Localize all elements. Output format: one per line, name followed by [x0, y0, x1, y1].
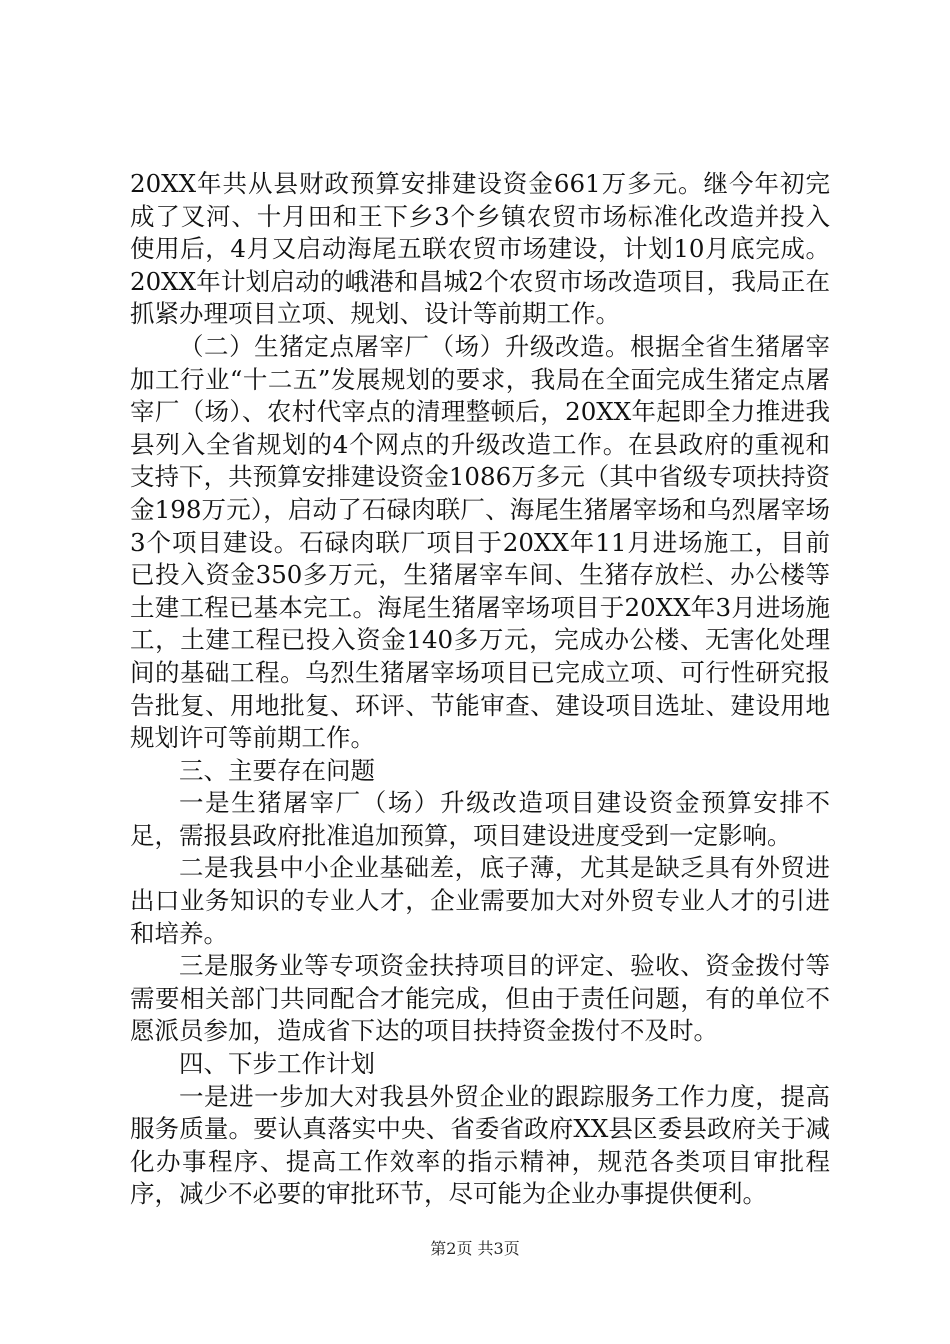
paragraph-problem-two: 二是我县中小企业基础差，底子薄，尤其是缺乏具有外贸进出口业务知识的专业人才，企业需要加大对外贸专业人才的引进和培养。 — [130, 853, 830, 948]
paragraph-slaughterhouse-upgrade: （二）生猪定点屠宰厂（场）升级改造。根据全省生猪屠宰加工行业“十二五”发展规划的要求，我局在全面完成生猪定点屠宰厂（场）、农村代宰点的清理整顿后，20XX年起即全力推进我县列入全省规划的4个网点的升级改造工作。在县政府的重视和支持下，共预算安排建设资金1086万多元（其中省级专项扶持资金198万元），启动了石碌肉联厂、海尾生猪屠宰场和乌烈屠宰场3个项目建设。石碌肉联厂项目于20XX年11月进场施工，目前已投入资金350多万元，生猪屠宰车间、生猪存放栏、办公楼等土建工程已基本完工。海尾生猪屠宰场项目于20XX年3月进场施工，土建工程已投入资金140多万元，完成办公楼、无害化处理间的基础工程。乌烈生猪屠宰场项目已完成立项、可行性研究报告批复、用地批复、环评、节能审查、建设项目选址、建设用地规划许可等前期工作。 — [130, 331, 830, 753]
paragraph-funding-summary: 20XX年共从县财政预算安排建设资金661万多元。继今年初完成了叉河、十月田和王下乡3个乡镇农贸市场标准化改造并投入使用后，4月又启动海尾五联农贸市场建设，计划10月底完成。20XX年计划启动的峨港和昌城2个农贸市场改造项目，我局正在抓紧办理项目立项、规划、设计等前期工作。 — [130, 169, 830, 329]
section-heading-next-steps: 四、下步工作计划 — [179, 1049, 375, 1079]
section-heading-problems: 三、主要存在问题 — [179, 755, 375, 785]
page-number-label: 第2页 共3页 — [430, 1239, 520, 1258]
document-body — [130, 168, 830, 1211]
paragraph-problem-three: 三是服务业等专项资金扶持项目的评定、验收、资金拨付等需要相关部门共同配合才能完成，但由于责任问题，有的单位不愿派员参加，造成省下达的项目扶持资金拨付不及时。 — [130, 951, 830, 1046]
paragraph-plan-one: 一是进一步加大对我县外贸企业的跟踪服务工作力度，提高服务质量。要认真落实中央、省委省政府XX县区委县政府关于减化办事程序、提高工作效率的指示精神，规范各类项目审批程序，减少不必要的审批环节，尽可能为企业办事提供便利。 — [130, 1081, 830, 1209]
paragraph-problem-one: 一是生猪屠宰厂（场）升级改造项目建设资金预算安排不足，需报县政府批准追加预算，项目建设进度受到一定影响。 — [130, 788, 830, 850]
page-footer — [0, 1239, 950, 1259]
